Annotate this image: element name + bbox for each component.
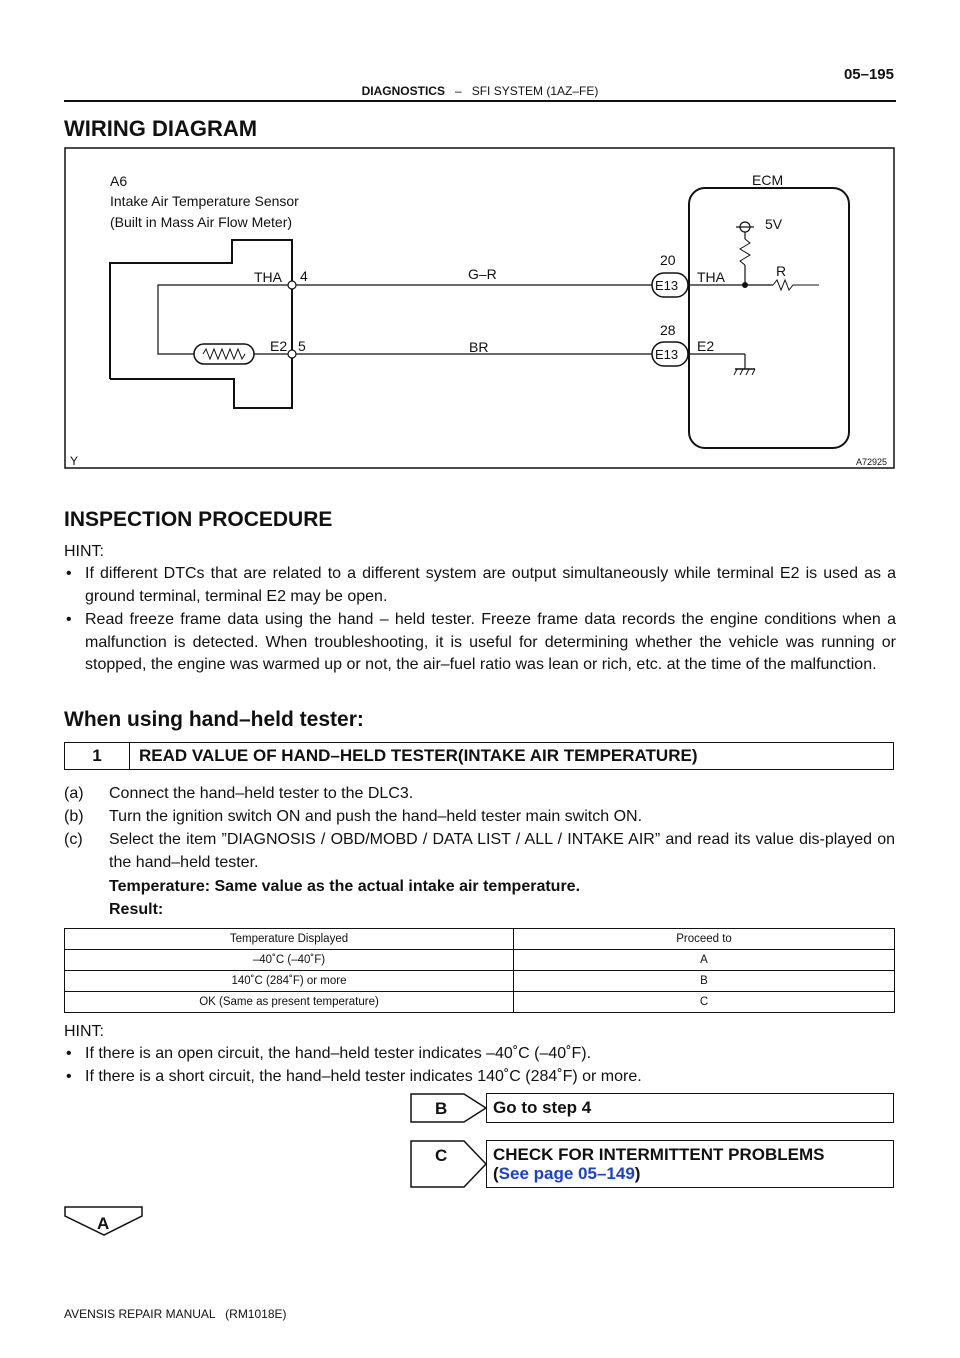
wire-br-label: BR bbox=[469, 339, 489, 355]
connector-e13-label-2: E13 bbox=[655, 347, 679, 362]
table-cell: OK (Same as present temperature) bbox=[65, 992, 514, 1013]
result-a-label: A bbox=[97, 1214, 110, 1233]
pin-5-label: 5 bbox=[298, 338, 306, 354]
result-table bbox=[64, 928, 895, 1013]
go-to-step-4-text: Go to step 4 bbox=[493, 1098, 592, 1117]
intermittent-problems-text: CHECK FOR INTERMITTENT PROBLEMS bbox=[493, 1145, 825, 1164]
footer: AVENSIS REPAIR MANUAL (RM1018E) bbox=[64, 1307, 287, 1321]
inspection-heading: INSPECTION PROCEDURE bbox=[64, 508, 333, 531]
table-header: Proceed to bbox=[514, 929, 895, 950]
bullet-dot: • bbox=[66, 1068, 72, 1085]
result-c-label: C bbox=[435, 1146, 448, 1165]
table-cell: C bbox=[514, 992, 895, 1013]
resistor-label: R bbox=[776, 263, 787, 279]
hint-text: If there is an open circuit, the hand–held tester indicates –40˚C (–40˚F). bbox=[85, 1045, 592, 1062]
tha-right-label: THA bbox=[697, 269, 725, 285]
hint-label-2: HINT: bbox=[64, 1023, 104, 1040]
go-to-step-4-box[interactable] bbox=[486, 1093, 894, 1123]
hint-label: HINT: bbox=[64, 543, 104, 560]
see-page-link[interactable]: See page 05–149 bbox=[498, 1164, 635, 1183]
bullet-dot: • bbox=[66, 565, 72, 582]
wire-g-r-label: G–R bbox=[468, 266, 497, 282]
link-open-paren: ( bbox=[493, 1164, 499, 1183]
result-a-arrow bbox=[64, 1206, 146, 1238]
table-cell: B bbox=[514, 971, 895, 992]
header-rule bbox=[64, 100, 896, 102]
step-title: READ VALUE OF HAND–HELD TESTER(INTAKE AIR TEMPERATURE) bbox=[139, 746, 698, 765]
table-row bbox=[65, 950, 895, 971]
step-item-b bbox=[64, 806, 896, 829]
sensor-code-label: A6 bbox=[110, 173, 128, 189]
hint-text: Read freeze frame data using the hand – held tester. Freeze frame data records the engine conditions when a malfunction is detected. When troubleshooting, it is useful for determining whether the vehicle was running or stopped, the engine was warmed up or not, the air–fuel ratio was lean or rich, etc. at the time of the malfunction. bbox=[85, 611, 896, 673]
resistor-r bbox=[773, 280, 819, 290]
sensor-note-label: (Built in Mass Air Flow Meter) bbox=[110, 214, 293, 230]
header-subsection: SFI SYSTEM (1AZ–FE) bbox=[471, 84, 599, 98]
header-section: DIAGNOSTICS bbox=[361, 84, 445, 98]
connector-e13-label-1: E13 bbox=[655, 278, 679, 293]
wiring-diagram-heading: WIRING DIAGRAM bbox=[64, 116, 258, 141]
table-cell: A bbox=[514, 950, 895, 971]
running-header bbox=[0, 84, 960, 98]
corner-mark: Y bbox=[70, 454, 79, 468]
result-label: Result: bbox=[109, 901, 164, 918]
sensor-name-label: Intake Air Temperature Sensor bbox=[110, 193, 299, 209]
e2-right-label: E2 bbox=[697, 338, 715, 354]
hint-text: If different DTCs that are related to a different system are output simultaneously while terminal E2 is used as a ground terminal, terminal E2 may be open. bbox=[85, 565, 896, 605]
intermittent-problems-box bbox=[486, 1140, 894, 1188]
result-b-arrow bbox=[410, 1093, 490, 1123]
temperature-spec: Temperature: Same value as the actual intake air temperature. bbox=[109, 878, 581, 895]
table-header-row bbox=[65, 929, 895, 950]
hint-text: If there is a short circuit, the hand–held tester indicates 140˚C (284˚F) or more. bbox=[85, 1068, 642, 1085]
step-item-c bbox=[64, 829, 896, 875]
hint-bullet-1 bbox=[66, 563, 896, 609]
hint-bullet-2 bbox=[66, 609, 896, 701]
table-row bbox=[65, 971, 895, 992]
pullup-resistor bbox=[740, 239, 750, 265]
table-header: Temperature Displayed bbox=[65, 929, 514, 950]
table-cell: –40˚C (–40˚F) bbox=[65, 950, 514, 971]
tester-hint-bullet-2 bbox=[66, 1066, 896, 1089]
header-separator: – bbox=[454, 84, 462, 98]
tha-left-label: THA bbox=[254, 269, 282, 285]
step-item-a bbox=[64, 783, 896, 806]
step-label: (a) bbox=[64, 785, 84, 802]
connector-pin-28-label: 28 bbox=[660, 322, 676, 338]
step-text: Select the item ”DIAGNOSIS / OBD/MOBD / DATA LIST / ALL / INTAKE AIR” and read its value dis-played on the hand–held tester. bbox=[109, 831, 895, 871]
voltage-label: 5V bbox=[765, 216, 783, 232]
bullet-dot: • bbox=[66, 1045, 72, 1062]
page-number: 05–195 bbox=[843, 66, 894, 83]
sensor-housing bbox=[110, 240, 292, 408]
step-label: (b) bbox=[64, 808, 84, 825]
tester-hint-bullet-1 bbox=[66, 1043, 896, 1066]
step-number: 1 bbox=[65, 743, 130, 769]
connector-pin-20-label: 20 bbox=[660, 252, 676, 268]
terminal-5 bbox=[288, 350, 296, 358]
step-text: Turn the ignition switch ON and push the hand–held tester main switch ON. bbox=[109, 808, 643, 825]
step-label: (c) bbox=[64, 831, 83, 848]
step-text: Connect the hand–held tester to the DLC3. bbox=[109, 785, 414, 802]
step-header bbox=[64, 742, 894, 770]
ecm-label: ECM bbox=[752, 172, 784, 188]
wiring-diagram bbox=[64, 147, 896, 470]
bullet-dot: • bbox=[66, 611, 72, 628]
pin-4-label: 4 bbox=[300, 268, 308, 284]
terminal-4 bbox=[288, 281, 296, 289]
tester-heading: When using hand–held tester: bbox=[64, 708, 364, 731]
figure-id: A72925 bbox=[856, 457, 888, 467]
result-b-label: B bbox=[435, 1099, 448, 1118]
table-cell: 140˚C (284˚F) or more bbox=[65, 971, 514, 992]
result-c-arrow bbox=[410, 1140, 490, 1188]
table-row bbox=[65, 992, 895, 1013]
e2-left-label: E2 bbox=[270, 338, 288, 354]
link-close-paren: ) bbox=[634, 1164, 641, 1183]
